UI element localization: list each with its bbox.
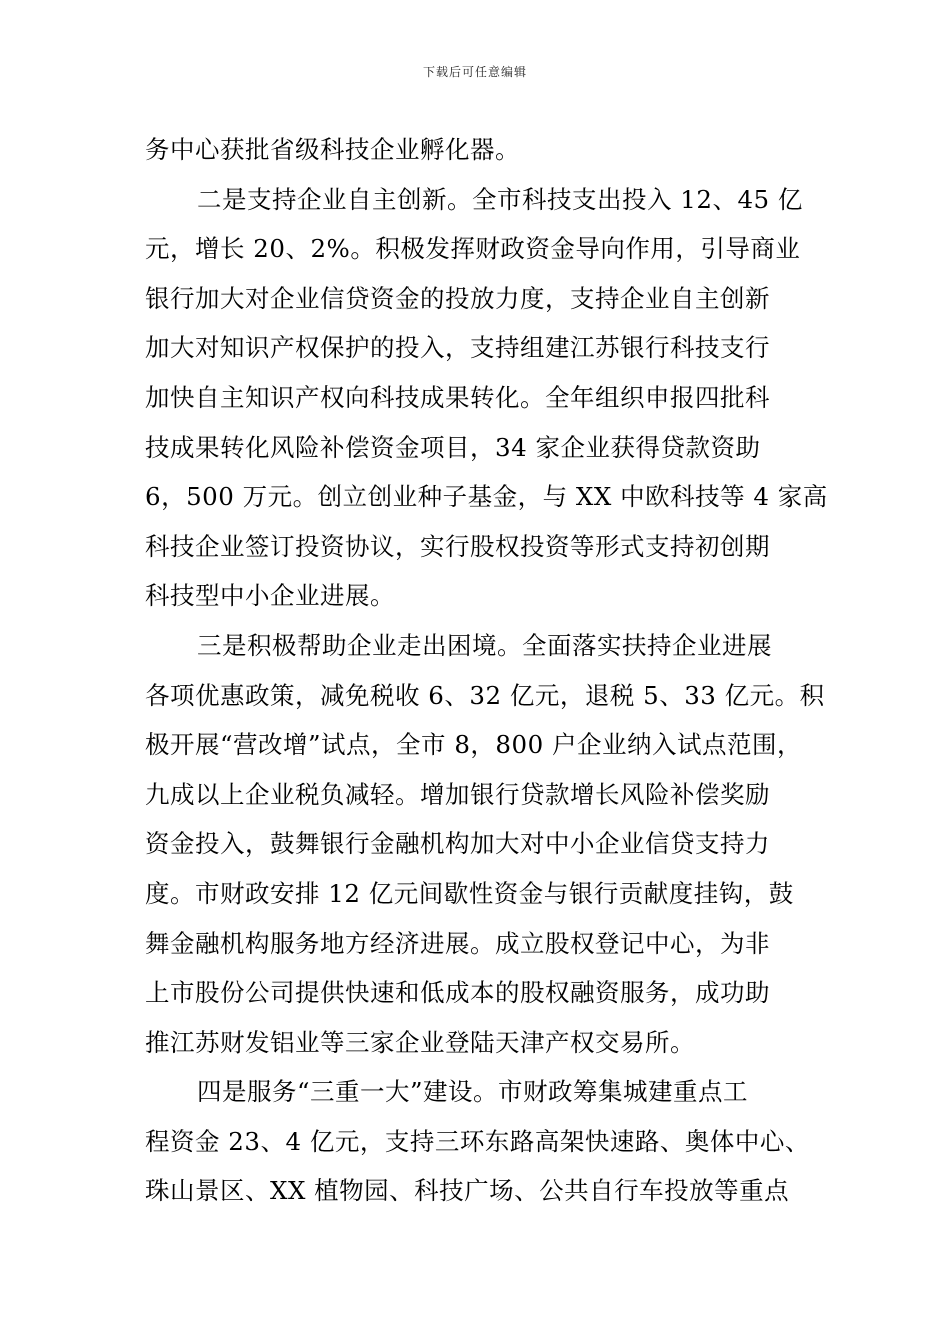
text-line: 6，500 万元。创立创业种子基金，与 XX 中欧科技等 4 家高 bbox=[145, 482, 828, 512]
text-line: 加快自主知识产权向科技成果转化。全年组织申报四批科 bbox=[145, 382, 770, 412]
text-line: 加大对知识产权保护的投入，支持组建江苏银行科技支行 bbox=[145, 333, 770, 363]
text-line: 各项优惠政策，减免税收 6、32 亿元，退税 5、33 亿元。积 bbox=[145, 680, 825, 710]
text-line: 度。市财政安排 12 亿元间歇性资金与银行贡献度挂钩，鼓 bbox=[145, 878, 794, 908]
text-line: 极开展“营改增”试点，全市 8，800 户企业纳入试点范围， bbox=[145, 730, 802, 760]
paragraph-start-line: 四是服务“三重一大”建设。市财政筹集城建重点工 bbox=[197, 1077, 749, 1107]
text-line: 上市股份公司提供快速和低成本的股权融资服务，成功助 bbox=[145, 978, 770, 1008]
text-line: 科技型中小企业进展。 bbox=[145, 581, 395, 611]
text-line: 技成果转化风险补偿资金项目，34 家企业获得贷款资助 bbox=[145, 432, 761, 462]
paragraph-start-line: 二是支持企业自主创新。全市科技支出投入 12、45 亿 bbox=[197, 184, 803, 214]
text-line: 银行加大对企业信贷资金的投放力度，支持企业自主创新 bbox=[145, 283, 770, 313]
document-body bbox=[145, 125, 828, 1216]
text-line: 九成以上企业税负减轻。增加银行贷款增长风险补偿奖励 bbox=[145, 779, 770, 809]
text-line: 资金投入，鼓舞银行金融机构加大对中小企业信贷支持力 bbox=[145, 829, 770, 859]
text-line: 推江苏财发铝业等三家企业登陆天津产权交易所。 bbox=[145, 1027, 695, 1057]
text-line: 务中心获批省级科技企业孵化器。 bbox=[145, 135, 520, 164]
paragraph-start-line: 三是积极帮助企业走出困境。全面落实扶持企业进展 bbox=[197, 630, 772, 660]
text-line: 珠山景区、XX 植物园、科技广场、公共自行车投放等重点 bbox=[145, 1176, 790, 1206]
text-line: 程资金 23、4 亿元，支持三环东路高架快速路、奥体中心、 bbox=[145, 1126, 810, 1156]
text-line: 元，增长 20、2%。积极发挥财政资金导向作用，引导商业 bbox=[145, 234, 801, 264]
text-line: 科技企业签订投资协议，实行股权投资等形式支持初创期 bbox=[145, 531, 770, 561]
text-line: 舞金融机构服务地方经济进展。成立股权登记中心，为非 bbox=[145, 928, 770, 958]
page-header: 下载后可任意编辑 bbox=[422, 65, 527, 79]
